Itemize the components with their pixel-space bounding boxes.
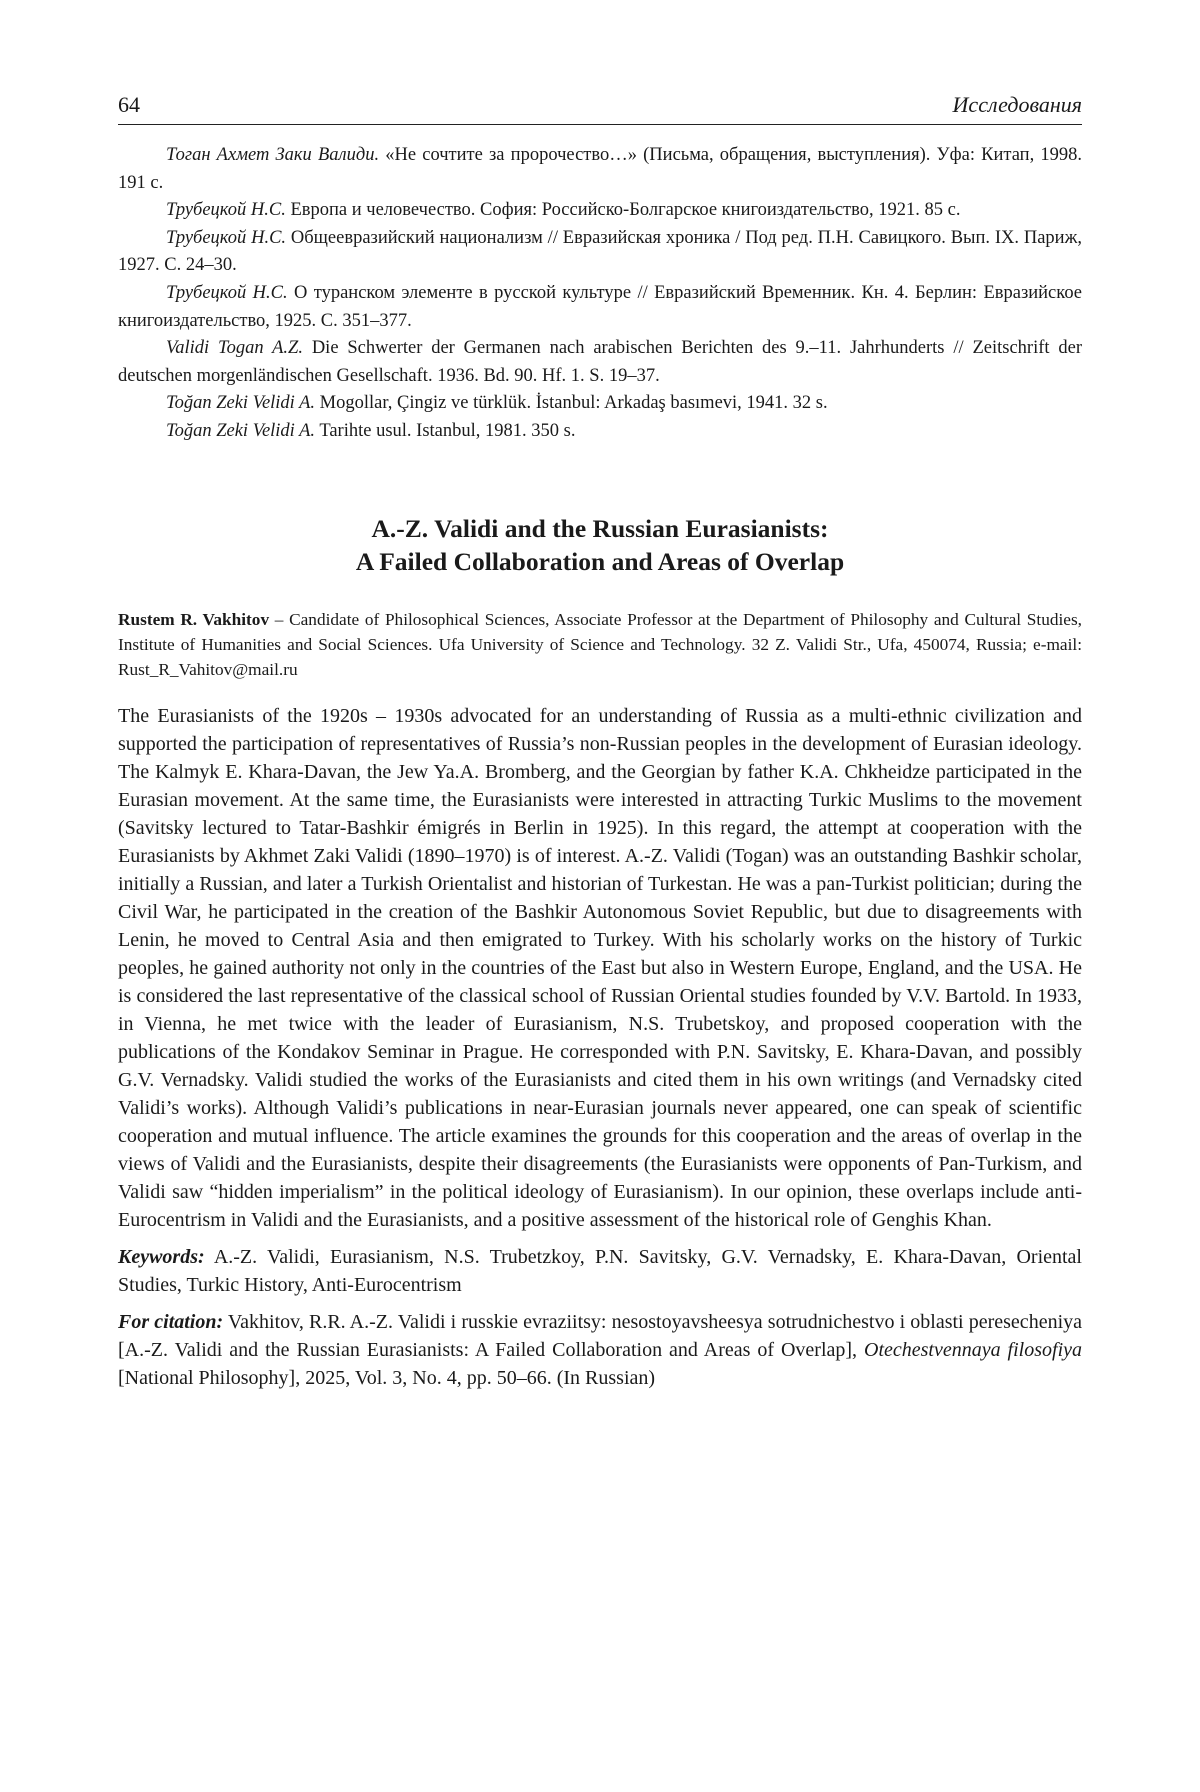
page-number: 64 [118, 92, 140, 117]
title-line: A Failed Collaboration and Areas of Overlap [355, 547, 845, 576]
article-title [118, 512, 1082, 578]
reference-item [118, 335, 1082, 390]
reference-author: Toğan Zeki Velidi A. [166, 420, 316, 441]
section-title: Исследования [952, 92, 1082, 117]
reference-item [118, 142, 1082, 197]
reference-item [118, 225, 1082, 280]
author-affiliation: – Candidate of Philosophical Sciences, Associate Professor at the Department of Philosophy and Cultural Studies, Institute of Humanities and Social Sciences. Ufa University of Science and Technology. 32 Z. Validi Str., Ufa, 450074, Russia; e-mail: Rust_R_Vahitov@mail.ru [118, 610, 1083, 679]
citation [118, 1308, 1082, 1392]
keywords-label: Keywords: [118, 1246, 205, 1268]
citation-text-end: [National Philosophy], 2025, Vol. 3, No. 4, pp. 50–66. (In Russian) [118, 1367, 656, 1389]
reference-author: Трубецкой Н.С. [166, 227, 287, 248]
reference-item [118, 280, 1082, 335]
reference-author: Validi Togan A.Z. [166, 338, 303, 359]
reference-text: Die Schwerter der Germanen nach arabischen Berichten des 9.–11. Jahrhunderts // Zeitschrift der deutschen morgenländischen Gesellschaft. 1936. Bd. 90. Hf. 1. S. 19–37. [118, 338, 1083, 386]
author-info [118, 607, 1082, 682]
reference-author: Трубецкой Н.С. [166, 200, 286, 221]
running-header [118, 92, 1082, 125]
reference-text: «Не сочтите за пророчество…» (Письма, обращения, выступления). Уфа: Китап, 1998. 191 с. [118, 145, 1082, 193]
keywords [118, 1243, 1082, 1299]
title-line: A.-Z. Validi and the Russian Eurasianists: [371, 514, 829, 543]
reference-text: Общеевразийский национализм // Евразийская хроника / Под ред. П.Н. Савицкого. Вып. IX. Париж, 1927. С. 24–30. [118, 227, 1082, 276]
reference-item [118, 197, 1082, 225]
reference-item [118, 390, 1082, 418]
abstract-text: The Eurasianists of the 1920s – 1930s advocated for an understanding of Russia as a multi-ethnic civilization and supported the participation of representatives of Russia’s non-Russian peoples in the development of Eurasian ideology. The Kalmyk E. Khara-Davan, the Jew Ya.A. Bromberg, and the Georgian by father K.A. Chkheidze participated in the Eurasian movement. At the same time, the Eurasianists were interested in attracting Turkic Muslims to the movement (Savitsky lectured to Tatar-Bashkir émigrés in Berlin in 1925). In this regard, the attempt at cooperation with the Eurasianists by Akhmet Zaki Validi (1890–1970) is of interest. A.-Z. Validi (Togan) was an outstanding Bashkir scholar, initially a Russian, and later a Turkish Orientalist and historian of Turkestan. He was a pan-Turkist politician; during the Civil War, he participated in the creation of the Bashkir Autonomous Soviet Republic, but due to disagreements with Lenin, he moved to Central Asia and then emigrated to Turkey. With his scholarly works on the history of Turkic peoples, he gained authority not only in the countries of the East but also in Western Europe, England, and the USA. He is considered the last representative of the classical school of Russian Oriental studies founded by V.V. Bartold. In 1933, in Vienna, he met twice with the leader of Eurasianism, N.S. Trubetskoy, and proposed cooperation with the publications of the Kondakov Seminar in Prague. He corresponded with P.N. Savitsky, E. Khara-Davan, and possibly G.V. Vernadsky. Validi studied the works of the Eurasianists and cited them in his own writings (and Vernadsky cited Validi’s works). Although Validi’s publications in near-Eurasian journals never appeared, one can speak of scientific cooperation and mutual influence. The article examines the grounds for this cooperation and the areas of overlap in the views of Validi and the Eurasianists, despite their disagreements (the Eurasianists were opponents of Pan-Turkism, and Validi saw “hidden imperialism” in the political ideology of Eurasianism). In our opinion, these overlaps include anti-Eurocentrism in Validi and the Eurasianists, and a positive assessment of the historical role of Genghis Khan. [118, 705, 1082, 1231]
reference-text: Mogollar, Çingiz ve türklük. İstanbul: Arkadaş basımevi, 1941. 32 s. [315, 393, 828, 414]
author-name: Rustem R. Vakhitov [118, 610, 270, 629]
reference-text: Европа и человечество. София: Российско-Болгарское книгоиздательство, 1921. 85 с. [285, 200, 961, 221]
reference-text: Tarihte usul. Istanbul, 1981. 350 s. [315, 420, 576, 441]
reference-author: Трубецкой Н.С. [166, 282, 288, 303]
keywords-text: A.-Z. Validi, Eurasianism, N.S. Trubetzkoy, P.N. Savitsky, G.V. Vernadsky, E. Khara-Davan, Oriental Studies, Turkic History, Anti-Eurocentrism [118, 1246, 1082, 1296]
reference-text: О туранском элементе в русской культуре // Евразийский Временник. Кн. 4. Берлин: Евразийское книгоиздательство, 1925. С. 351–377. [118, 282, 1082, 331]
reference-item [118, 418, 1082, 446]
reference-author: Тоган Ахмет Заки Валиди. [166, 145, 380, 165]
abstract-section [118, 702, 1082, 1392]
reference-list [118, 142, 1082, 446]
citation-text: Vakhitov, R.R. A.-Z. Validi i russkie evraziitsy: nesostoyavsheesya sotrudnichestvo i oblasti peresecheniya [A.-Z. Validi and the Russian Eurasianists: A Failed Collaboration and Areas of Overlap], [118, 1311, 1082, 1361]
citation-journal: Otechestvennaya filosofiya [864, 1339, 1082, 1361]
reference-author: Toğan Zeki Velidi A. [166, 393, 316, 414]
citation-label: For citation: [118, 1311, 224, 1333]
